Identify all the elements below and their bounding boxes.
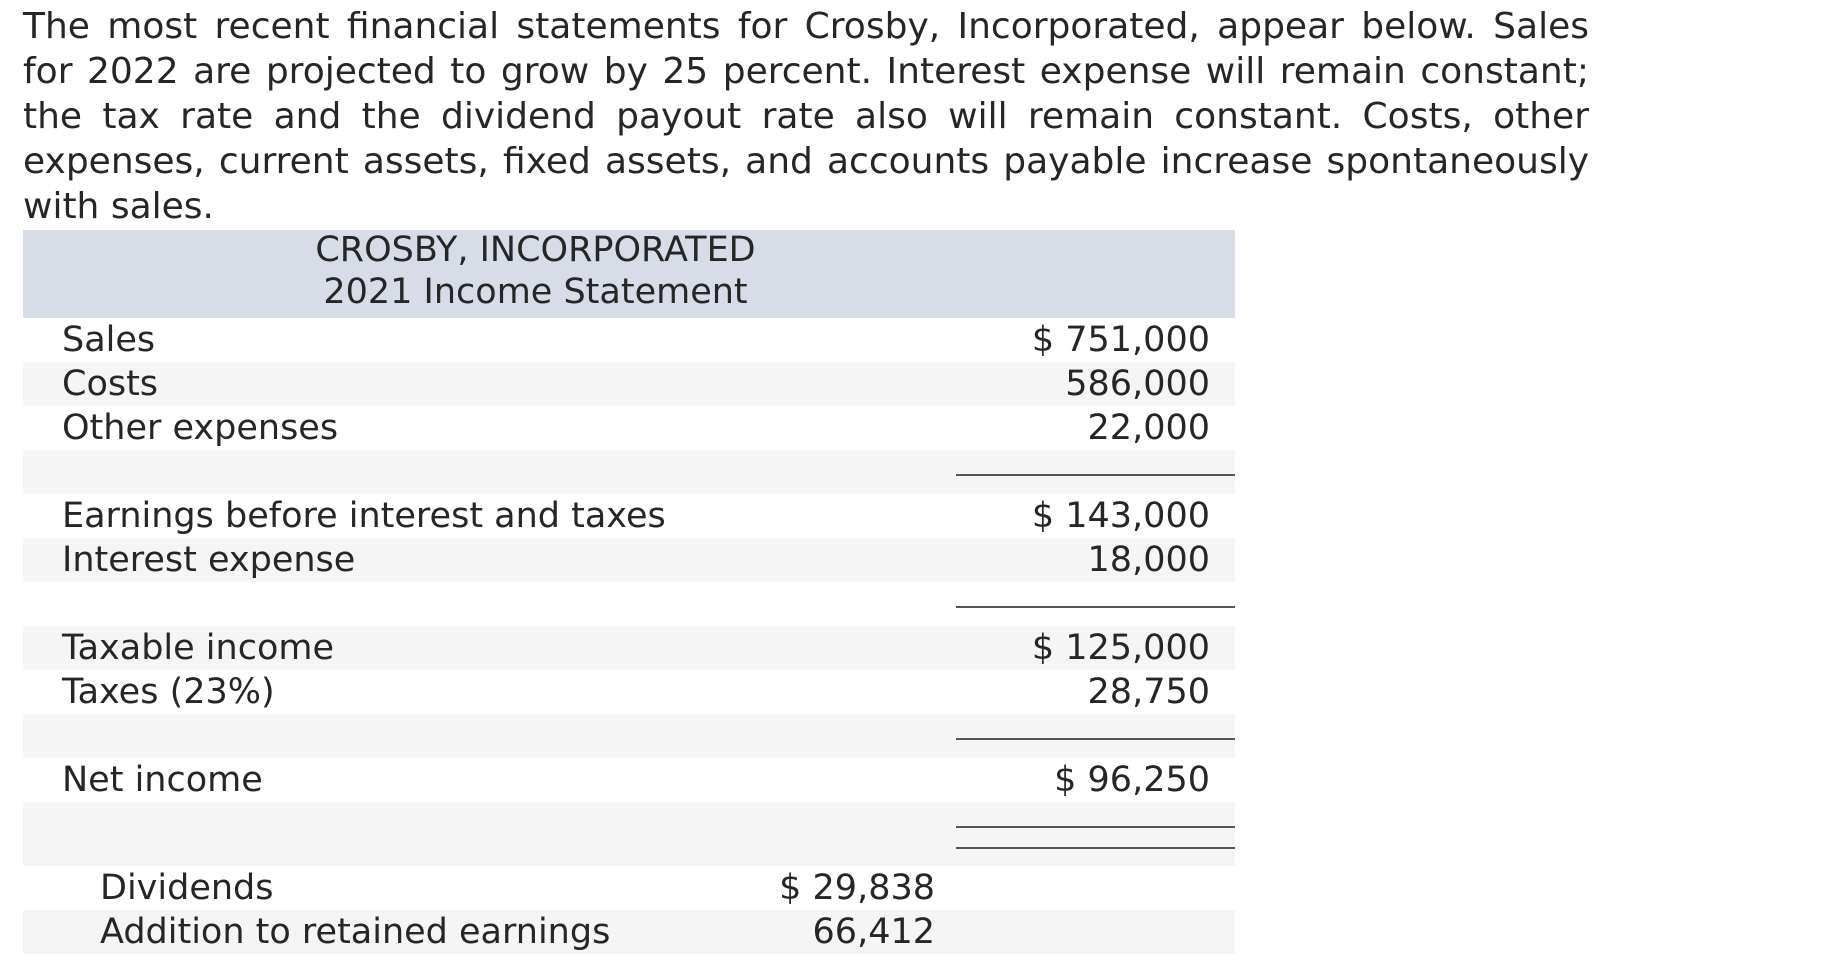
table-row <box>23 494 1235 538</box>
row-value: 18,000 <box>1087 540 1210 580</box>
row-value: 22,000 <box>1087 408 1210 448</box>
spacer-row <box>23 582 1235 626</box>
subtotal-rule <box>956 606 1235 608</box>
spacer-row <box>23 802 1235 866</box>
row-value: $ 125,000 <box>1031 628 1210 668</box>
income-statement-table <box>23 230 1235 954</box>
table-row <box>23 406 1235 450</box>
row-value: 66,412 <box>812 912 935 952</box>
table-row <box>23 758 1235 802</box>
table-row <box>23 910 1235 954</box>
row-label: Sales <box>62 320 156 360</box>
row-label: Addition to retained earnings <box>100 912 611 952</box>
table-row <box>23 866 1235 910</box>
spacer-row <box>23 714 1235 758</box>
statement-header <box>23 230 1235 318</box>
table-row <box>23 626 1235 670</box>
row-value: 586,000 <box>1065 364 1210 404</box>
row-label: Costs <box>62 364 159 404</box>
table-row <box>23 538 1235 582</box>
problem-statement: The most recent financial statements for Crosby, Incorporated, appear below. Sales for 2022 are projected to grow by 25 percent. Interest expense will remain constant; the tax rate and the dividend payout rate also will remain constant. Costs, other expenses, current assets, fixed assets, and accounts payable increase spontaneously with sales. <box>23 6 1589 227</box>
row-label: Taxes (23%) <box>62 672 275 712</box>
table-row <box>23 670 1235 714</box>
table-row <box>23 318 1235 362</box>
company-name: CROSBY, INCORPORATED <box>315 230 756 270</box>
row-label: Interest expense <box>62 540 356 580</box>
row-label: Earnings before interest and taxes <box>62 496 666 536</box>
row-label: Dividends <box>100 868 274 908</box>
row-label: Taxable income <box>62 628 334 668</box>
row-label: Other expenses <box>62 408 339 448</box>
row-value: $ 29,838 <box>779 868 935 908</box>
spacer-row <box>23 450 1235 494</box>
total-double-rule <box>956 826 1235 828</box>
table-row <box>23 362 1235 406</box>
statement-title: 2021 Income Statement <box>323 272 748 312</box>
subtotal-rule <box>956 738 1235 740</box>
row-value: $ 143,000 <box>1031 496 1210 536</box>
row-value: 28,750 <box>1087 672 1210 712</box>
row-label: Net income <box>62 760 263 800</box>
row-value: $ 96,250 <box>1054 760 1210 800</box>
subtotal-rule <box>956 474 1235 476</box>
row-value: $ 751,000 <box>1031 320 1210 360</box>
total-double-rule <box>956 847 1235 849</box>
